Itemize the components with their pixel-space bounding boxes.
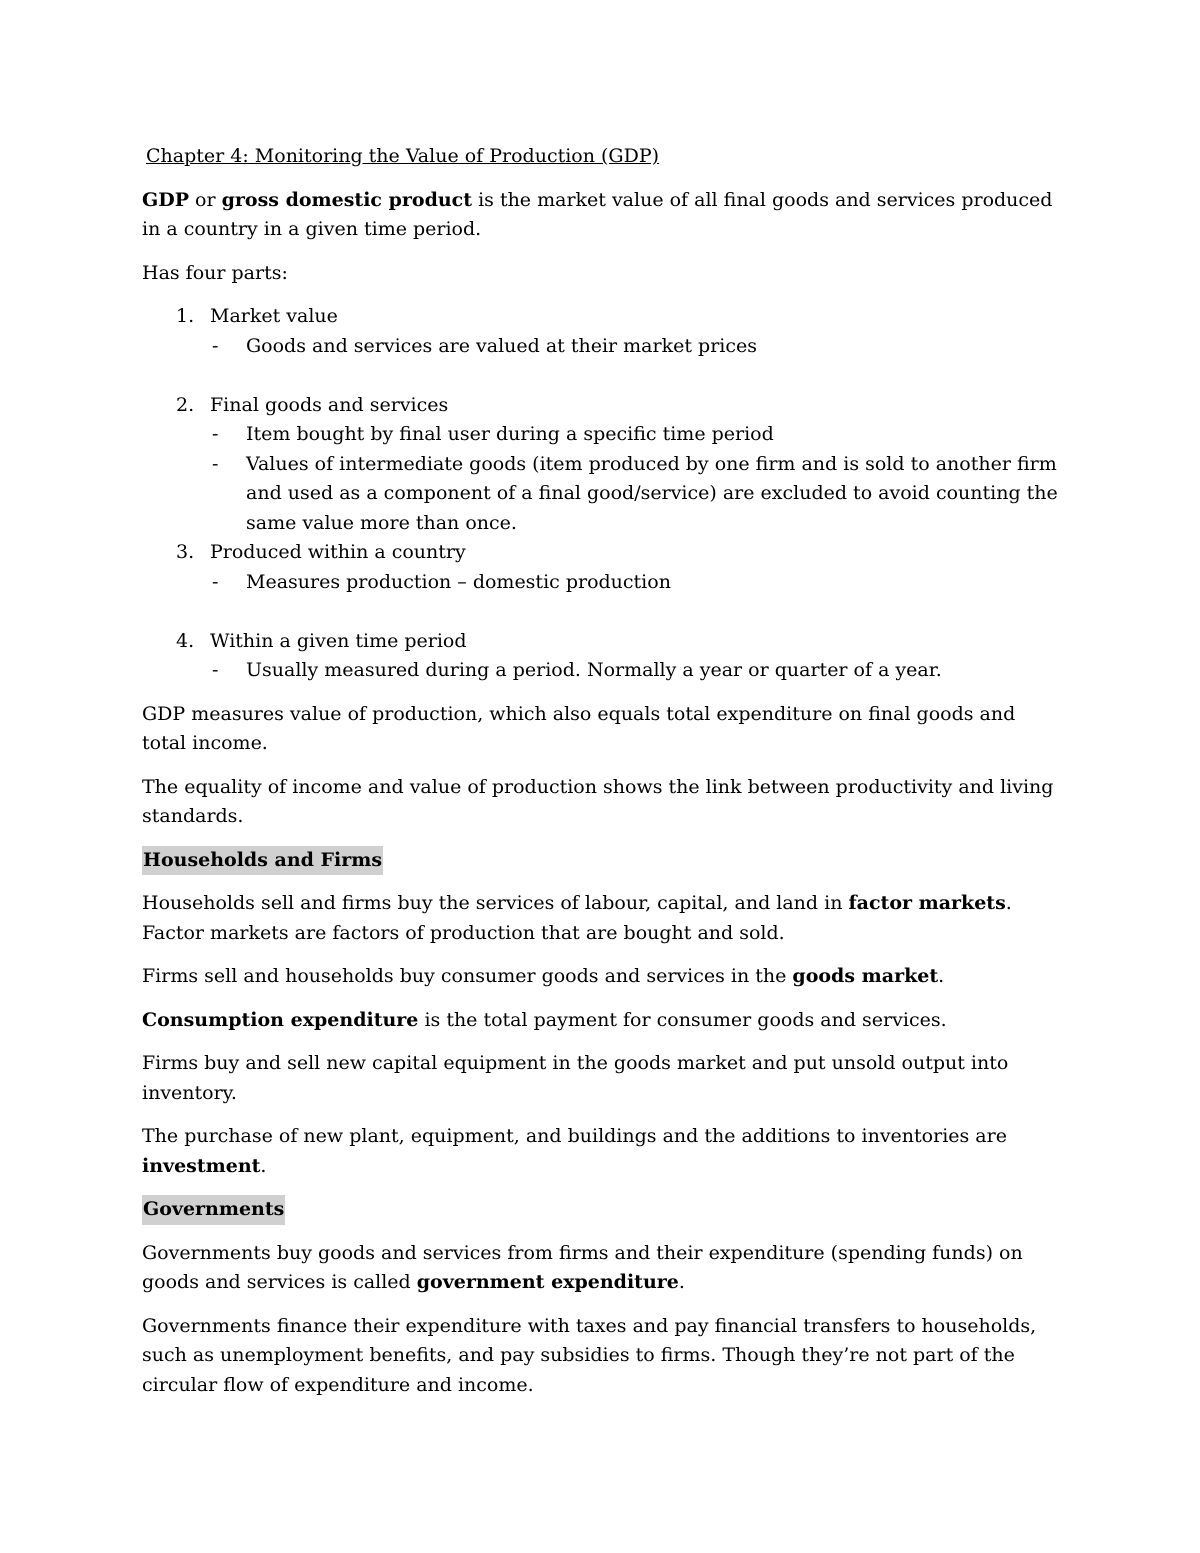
text-or: or — [189, 188, 222, 211]
part-item-2 — [142, 391, 1062, 539]
part-number-2: 2. — [176, 393, 195, 416]
consumption-post: is the total payment for consumer goods and services. — [418, 1008, 947, 1031]
governments-heading: Governments — [142, 1195, 285, 1225]
part-number-4: 4. — [176, 629, 195, 652]
part-point-2-2 — [210, 450, 1062, 539]
investment-pre: The purchase of new plant, equipment, and buildings and the additions to inventories are — [142, 1125, 1007, 1147]
part-item-4 — [142, 627, 1062, 686]
part-point-text: Goods and services are valued at their market prices — [246, 334, 757, 357]
goods-market-pre: Firms sell and households buy consumer goods and services in the — [142, 965, 793, 987]
firms-buy-paragraph: Firms buy and sell new capital equipment in the goods market and put unsold output into inventory. — [142, 1052, 1009, 1104]
part-item-1 — [142, 302, 1062, 361]
factor-markets-pre: Households sell and firms buy the services of labour, capital, and land in — [142, 892, 849, 914]
part-number-1: 1. — [176, 305, 195, 327]
chapter-title: Chapter 4: Monitoring the Value of Production (GDP) — [146, 145, 660, 167]
dash-bullet: - — [212, 570, 219, 593]
gdp-measures-paragraph: GDP measures value of production, which also equals total expenditure on final goods and total income. — [142, 702, 1016, 754]
part-point-text: Usually measured during a period. Normally a year or quarter of a year. — [246, 659, 942, 681]
households-firms-heading: Households and Firms — [142, 846, 383, 876]
part-label-1: Market value — [210, 305, 338, 327]
factor-markets-paragraph — [142, 889, 1062, 948]
term-investment: investment — [142, 1154, 261, 1177]
part-points-4 — [210, 656, 1062, 686]
list-spacer — [142, 361, 1062, 391]
gdp-definition — [142, 186, 1062, 245]
term-gdp: GDP — [142, 188, 189, 211]
part-point-text: Item bought by final user during a specific time period — [246, 423, 774, 445]
consumption-paragraph — [142, 1006, 1062, 1036]
has-four-parts: Has four parts: — [142, 261, 288, 284]
part-points-3 — [210, 568, 1062, 598]
investment-post: . — [260, 1154, 267, 1177]
part-points-2 — [210, 420, 1062, 538]
dash-bullet: - — [212, 334, 219, 357]
part-point-3-1 — [210, 568, 1062, 598]
goods-market-paragraph — [142, 962, 1062, 992]
gov-finance-paragraph: Governments finance their expenditure with taxes and pay financial transfers to households, such as unemployment benefits, and pay subsidies to firms. Though they’re not part of the circular flow of expenditure and income. — [142, 1314, 1037, 1396]
term-factor-markets: factor markets — [848, 892, 1006, 914]
list-spacer — [142, 597, 1062, 627]
households-heading-wrap — [142, 846, 1062, 876]
part-point-text: Measures production – domestic production — [246, 570, 671, 593]
part-label-2: Final goods and services — [210, 393, 449, 416]
term-gross-domestic-product: gross domestic product — [221, 188, 473, 211]
part-number-3: 3. — [176, 541, 195, 563]
goods-market-post: . — [938, 965, 945, 987]
equality-paragraph: The equality of income and value of production shows the link between productivity and living standards. — [142, 775, 1054, 827]
dash-bullet: - — [212, 659, 219, 681]
gov-expenditure-pre: Governments buy goods and services from firms and their expenditure (spending funds) on goods and services is called — [142, 1241, 1023, 1293]
gov-expenditure-post: . — [678, 1271, 685, 1293]
part-item-3 — [142, 538, 1062, 597]
dash-bullet: - — [212, 423, 219, 445]
dash-bullet: - — [212, 452, 219, 475]
part-label-3: Produced within a country — [210, 541, 466, 563]
part-point-1-1 — [210, 332, 1062, 362]
investment-paragraph — [142, 1122, 1062, 1181]
part-point-4-1 — [210, 656, 1062, 686]
term-consumption-expenditure: Consumption expenditure — [142, 1008, 419, 1031]
parts-list — [142, 302, 1062, 686]
gov-expenditure-paragraph — [142, 1239, 1062, 1298]
part-label-4: Within a given time period — [210, 629, 467, 652]
part-point-text: Values of intermediate goods (item produced by one firm and is sold to another firm and used as a component of a final good/service) are excluded to avoid counting the same value more than once. — [246, 452, 1058, 534]
factor-markets-post: . Factor markets are factors of production that are bought and sold. — [142, 892, 1012, 944]
governments-heading-wrap — [142, 1195, 1062, 1225]
part-point-2-1 — [210, 420, 1062, 450]
gdp-definition-rest: is the market value of all final goods and services produced in a country in a given time period. — [142, 188, 1053, 240]
document-page — [142, 142, 1062, 1414]
term-government-expenditure: government expenditure — [416, 1271, 679, 1293]
term-goods-market: goods market — [792, 965, 939, 987]
part-points-1 — [210, 332, 1062, 362]
